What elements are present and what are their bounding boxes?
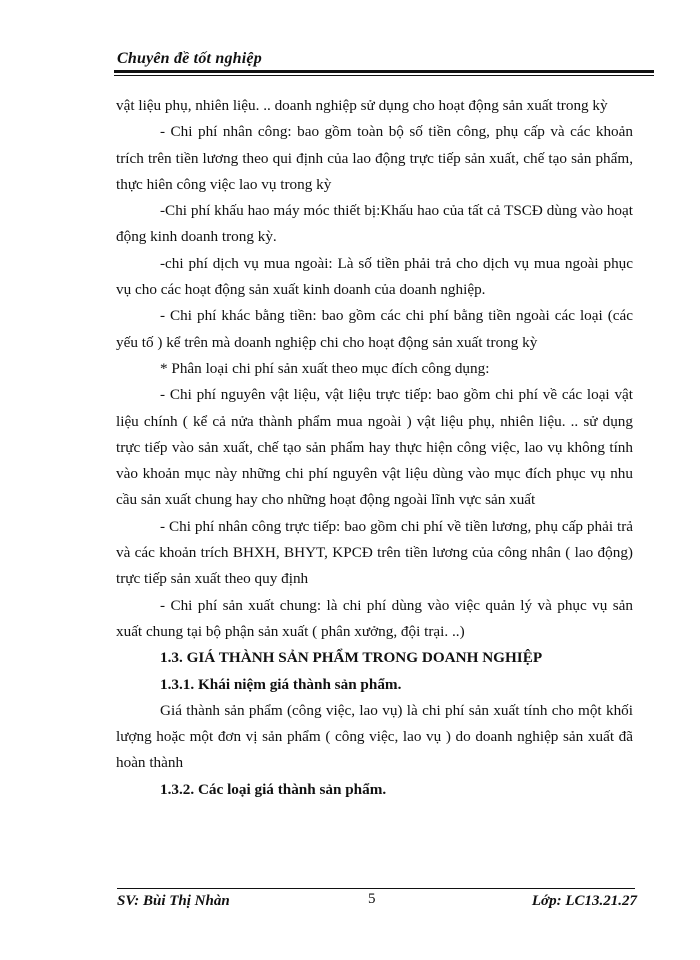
footer-student-name: SV: Bùi Thị Nhàn — [117, 893, 230, 909]
section-heading-1-3: 1.3. GIÁ THÀNH SẢN PHẨM TRONG DOANH NGHIỆP — [160, 649, 543, 667]
paragraph-other-cash-costs: - Chi phí khác bằng tiền: bao gồm các chi phí bằng tiền ngoài các loại (các yếu tố ) kể trên mà doanh nghiệp chi cho hoạt động sản xuất trong kỳ — [116, 307, 633, 351]
section-heading-1-3-2: 1.3.2. Các loại giá thành sản phẩm. — [160, 780, 387, 798]
paragraph-labor-cost: - Chi phí nhân công: bao gồm toàn bộ số tiền công, phụ cấp và các khoản trích trên tiền lương theo qui định của lao động trực tiếp sản xuất, chế tạo sản phẩm, thực hiên công việc lao vụ trong kỳ — [116, 123, 633, 193]
paragraph-classification-purpose: * Phân loại chi phí sản xuất theo mục đích công dụng: — [160, 359, 490, 377]
paragraph-direct-materials: - Chi phí nguyên vật liệu, vật liệu trực tiếp: bao gồm chi phí về các loại vật liệu chính ( kể cả nửa thành phẩm mua ngoài ) vật liệu phụ, nhiên liệu. .. sử dụng trực tiếp vào sản xuất, chế tạo sản phẩm hay thực hiện công việc, lao vụ không tính vào khoản mục này những chi phí nguyên vật liệu dùng vào mục đích phục vụ nhu cầu sản xuất chung hay cho những hoạt động ngoài lĩnh vực sản xuất — [116, 386, 633, 509]
footer-class-code: Lớp: LC13.21.27 — [531, 893, 637, 909]
paragraph-continuation: vật liệu phụ, nhiên liệu. .. doanh nghiệp sử dụng cho hoạt động sản xuất trong kỳ — [116, 97, 608, 114]
section-heading-1-3-1: 1.3.1. Khái niệm giá thành sản phẩm. — [160, 675, 402, 693]
paragraph-outsourced-services: -chi phí dịch vụ mua ngoài: Là số tiền phải trả cho dịch vụ mua ngoài phục vụ cho các hoạt động sản xuất kinh doanh của doanh nghiệp. — [116, 254, 633, 299]
paragraph-direct-labor: - Chi phí nhân công trực tiếp: bao gồm chi phí về tiền lương, phụ cấp phải trả và các khoản trích BHXH, BHYT, KPCĐ trên tiền lương của công nhân ( lao động) trực tiếp sản xuất theo quy định — [116, 517, 633, 588]
document-header-title: Chuyên đề tốt nghiệp — [117, 50, 262, 67]
footer-rule — [117, 888, 635, 889]
paragraph-cost-definition: Giá thành sản phẩm (công việc, lao vụ) là chi phí sản xuất tính cho một khối lượng hoặc một đơn vị sản phẩm ( công việc, lao vụ ) do doanh nghiệp sản xuất đã hoàn thành — [116, 701, 633, 772]
paragraph-depreciation-cost: -Chi phí khấu hao máy móc thiết bị:Khấu hao của tất cả TSCĐ dùng vào hoạt động kinh doanh trong kỳ. — [116, 202, 633, 246]
header-rule-thin — [114, 75, 654, 76]
page-number: 5 — [368, 891, 376, 907]
paragraph-overhead: - Chi phí sản xuất chung: là chi phí dùng vào việc quản lý và phục vụ sản xuất chung tại bộ phận sản xuất ( phân xưởng, đội trại. ..) — [116, 596, 633, 640]
document-body — [116, 93, 633, 803]
header-rule-thick — [114, 70, 654, 73]
